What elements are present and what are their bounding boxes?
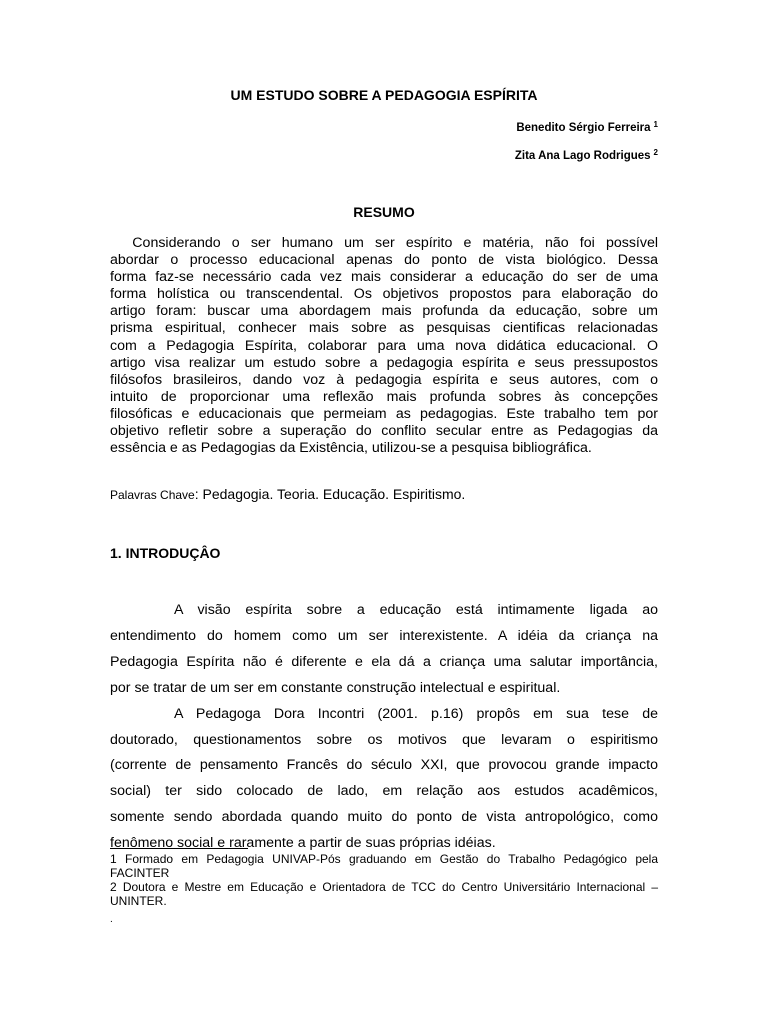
author-1-name: Benedito Sérgio Ferreira [516,122,651,134]
abstract-line: intuito de proporcionar uma reflexão mais profunda sobres às concepções [110,388,658,405]
intro-heading: 1. INTRODUÇÂO [110,545,221,561]
abstract-line: objetivo refletir sobre a superação do conflito secular entre as Pedagogias da [110,423,658,440]
trailing-mark: . [110,914,113,925]
abstract-line: prisma espiritual, conhecer mais sobre as pesquisas cientificas relacionadas [110,320,658,337]
abstract-paragraph [110,235,658,457]
keywords-line [110,485,658,504]
footnote-line: 2 Doutora e Mestre em Educação e Orientadora de TCC do Centro Universitário Internacional – [110,880,658,894]
intro-line: fenômeno social e raramente a partir de suas próprias idéias. [110,835,496,852]
author-1 [516,118,658,135]
abstract-line: com a Pedagogia Espírita, colaborar para uma nova didática educacional. O [110,337,658,354]
intro-line: (corrente de pensamento Francês do século XXI, que provocou grande impacto [110,757,658,774]
keywords-label: Palavras Chave [110,488,195,502]
intro-body [110,598,658,857]
intro-line: somente sendo abordada quando muito do ponto de vista antropológico, como [110,809,658,826]
abstract-line: artigo foram: buscar uma abordagem mais profunda da educação, sobre um [110,303,658,320]
author-1-footnote-marker: 1 [653,120,658,129]
keywords-text: : Pedagogia. Teoria. Educação. Espiritismo. [194,486,466,502]
intro-line: social) ter sido colocado de lado, em relação aos estudos acadêmicos, [110,783,658,800]
intro-line: doutorado, questionamentos sobre os motivos que levaram o espiritismo [110,731,658,748]
abstract-line: Considerando o ser humano um ser espírito e matéria, não foi possível [110,235,658,251]
abstract-line: forma faz-se necessário cada vez mais considerar a educação do ser de uma [110,269,658,286]
footnote-separator [110,848,248,849]
abstract-line: forma holística ou transcendental. Os objetivos propostos para elaboração do [110,286,658,303]
footnotes [110,852,658,908]
intro-line: entendimento do homem como um ser interexistente. A idéia da criança na [110,627,658,644]
intro-line: por se tratar de um ser em constante construção intelectual e espiritual. [110,679,561,696]
abstract-line: filosóficas e educacionais que permeiam as pedagogias. Este trabalho tem por [110,405,658,422]
intro-line: A Pedagoga Dora Incontri (2001. p.16) propôs em sua tese de [174,705,658,722]
abstract-line: filósofos brasileiros, dando voz à pedagogia espírita e seus autores, com o [110,371,658,388]
footnote-line: UNINTER. [110,894,167,908]
author-2-name: Zita Ana Lago Rodrigues [514,150,651,162]
document-title: UM ESTUDO SOBRE A PEDAGOGIA ESPÍRITA [230,87,538,103]
footnote-line: 1 Formado em Pedagogia UNIVAP-Pós graduando em Gestão do Trabalho Pedagógico pela [110,852,658,866]
abstract-line: essência e as Pedagogias da Existência, utilizou-se a pesquisa bibliográfica. [110,440,592,457]
author-2 [515,146,658,163]
intro-line: A visão espírita sobre a educação está intimamente ligada ao [174,602,658,618]
abstract-line: abordar o processo educacional apenas do ponto de vista biológico. Dessa [110,252,658,269]
abstract-line: artigo visa realizar um estudo sobre a pedagogia espírita e seus pressupostos [110,354,658,371]
footnote-line: FACINTER [110,866,170,880]
abstract-heading: RESUMO [353,204,415,220]
intro-line: Pedagogia Espírita não é diferente e ela dá a criança uma salutar importância, [110,653,658,670]
author-2-footnote-marker: 2 [653,148,658,157]
